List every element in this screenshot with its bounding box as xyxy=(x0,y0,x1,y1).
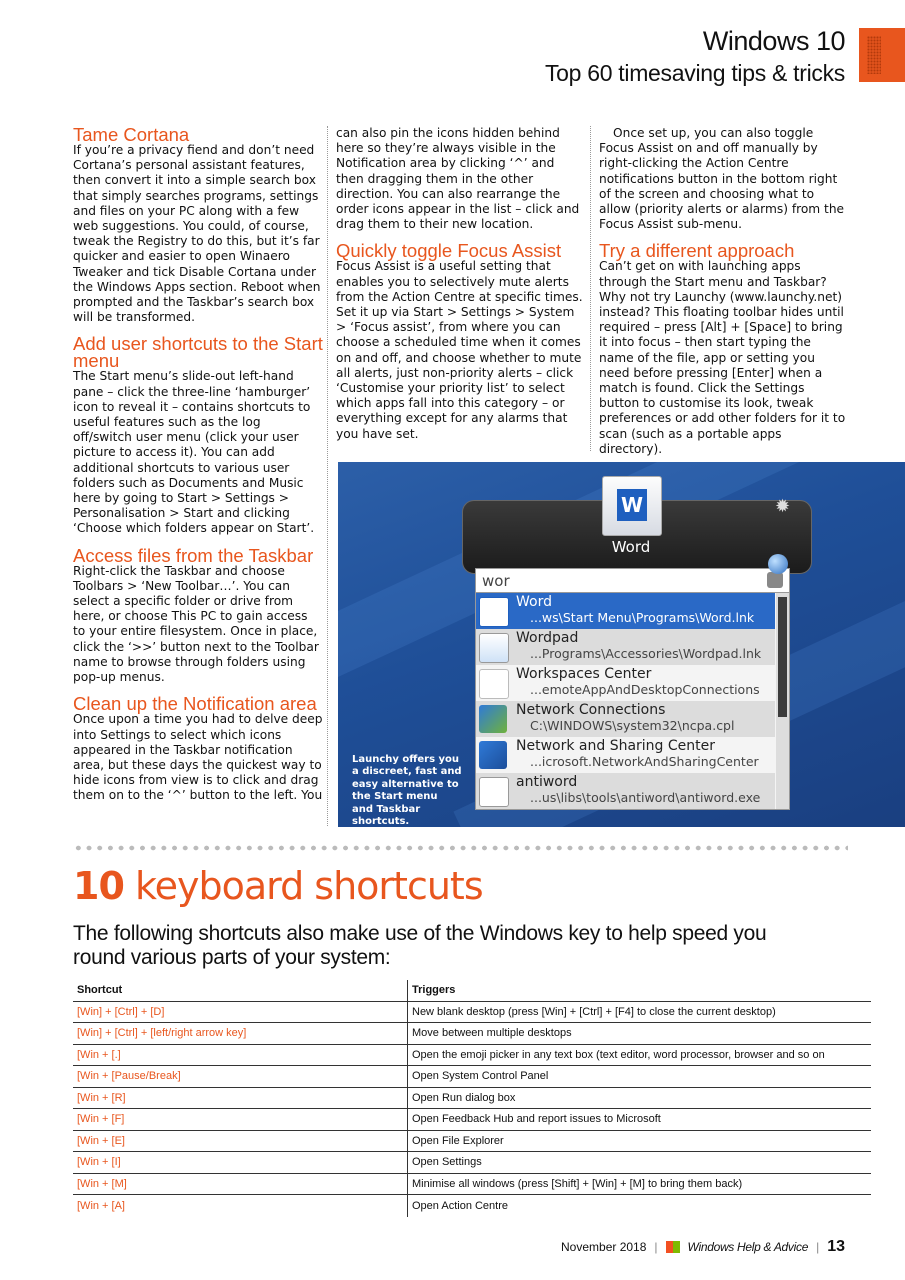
shortcut-key: [Win + [I] xyxy=(73,1152,408,1174)
globe-icon xyxy=(768,554,788,574)
body-text: If you’re a privacy fiend and don’t need Cortana’s personal assistant features, then convert it into a simple search box that simply searches programs, settings and files on your PC along with a few web suggestions. You could, of course, tweak the Registry to do this, but it’s far quicker and easier to open Winaero Tweaker and tick Disable Cortana under the Windows Apps section. Reboot when prompted and the Taskbar’s search box will be transformed. xyxy=(73,143,321,325)
table-row xyxy=(73,1044,871,1066)
table-row xyxy=(73,1066,871,1088)
result-item[interactable]: Workspaces Center ...emoteAppAndDesktopConnections xyxy=(476,665,775,701)
table-row xyxy=(73,1023,871,1045)
dotted-divider xyxy=(73,843,848,853)
shortcut-trigger: Move between multiple desktops xyxy=(408,1023,872,1045)
shortcut-key: [Win + [.] xyxy=(73,1044,408,1066)
shortcut-trigger: Open System Control Panel xyxy=(408,1066,872,1088)
shortcut-trigger: Open Settings xyxy=(408,1152,872,1174)
shortcut-trigger: New blank desktop (press [Win] + [Ctrl] + [F4] to close the current desktop) xyxy=(408,1001,872,1023)
header-shortcut: Shortcut xyxy=(73,980,408,1001)
header-triggers: Triggers xyxy=(408,980,872,1001)
table-row xyxy=(73,1152,871,1174)
shortcut-key: [Win + [F] xyxy=(73,1109,408,1131)
shortcuts-table xyxy=(73,980,871,1217)
shortcut-trigger: Minimise all windows (press [Shift] + [Win] + [M] to bring them back) xyxy=(408,1173,872,1195)
table-row xyxy=(73,1195,871,1218)
shortcut-trigger: Open File Explorer xyxy=(408,1130,872,1152)
body-text: Focus Assist is a useful setting that enables you to selectively mute alerts from the Action Centre at specific times. Set it up via Start > Settings > System > ‘Focus assist’, from where you can choose a scheduled time when it comes on and off, and choose whether to mute all alerts, just non-priority alerts – click ‘Customise your priority list’ to select which apps fall into this category – or everything except for any alarms that you have set. xyxy=(336,259,583,441)
shortcut-trigger: Open Run dialog box xyxy=(408,1087,872,1109)
result-item[interactable]: Word ...ws\Start Menu\Programs\Word.lnk xyxy=(476,593,775,629)
shortcut-key: [Win] + [Ctrl] + [D] xyxy=(73,1001,408,1023)
windows-flag-icon xyxy=(666,1241,680,1253)
launchy-screenshot xyxy=(338,462,905,827)
header-subtitle: Top 60 timesaving tips & tricks xyxy=(544,60,845,86)
screenshot-caption: Launchy offers you a discreet, fast and easy alternative to the Start menu and Taskbar shortcuts. xyxy=(352,754,462,827)
scrollbar[interactable] xyxy=(776,593,789,809)
body-text: Once upon a time you had to delve deep into Settings to select which icons appeared in the Taskbar notification area, but these days the quickest way to hide icons from view is to click and drag them on to the ‘^’ button to the left. You xyxy=(73,712,323,803)
heading-access-files: Access files from the Taskbar xyxy=(73,544,314,566)
page-number: 13 xyxy=(827,1238,845,1255)
footer-date: November 2018 xyxy=(561,1240,647,1254)
body-text: can also pin the icons hidden behind here so they’re always visible in the Notification area by clicking ‘^’ and then dragging them in the other direction. You can also rearrange the order icons appear in the list – click and drag them to their new location. xyxy=(336,126,580,232)
shortcut-key: [Win + [M] xyxy=(73,1173,408,1195)
shortcut-key: [Win + [A] xyxy=(77,1200,125,1212)
tile-label: Word xyxy=(611,538,651,556)
word-tile-icon: W xyxy=(602,476,662,536)
results-list xyxy=(475,592,790,810)
column-divider xyxy=(590,126,591,451)
table-row xyxy=(73,1109,871,1131)
section-title: 10 keyboard shortcuts xyxy=(73,864,483,908)
table-row xyxy=(73,1130,871,1152)
body-text: Right-click the Taskbar and choose Toolbars > ‘New Toolbar…’. You can select a specific folder or drive from here, or choose This PC to gain access to your entire filesystem. Once in place, click the ‘>>’ button next to the Toolbar name to browse through folders using pop-up menus. xyxy=(73,563,319,685)
shortcut-key: [Win + [Pause/Break] xyxy=(73,1066,408,1088)
shortcut-key: [Win + [E] xyxy=(73,1130,408,1152)
page-footer: November 2018 | Windows Help & Advice | 13 xyxy=(561,1238,845,1255)
heading-focus-assist: Quickly toggle Focus Assist xyxy=(336,240,562,262)
shortcut-key: [Win + [R] xyxy=(73,1087,408,1109)
result-item[interactable]: Wordpad ...Programs\Accessories\Wordpad.lnk xyxy=(476,629,775,665)
shortcut-key: [Win] + [Ctrl] + [left/right arrow key] xyxy=(73,1023,408,1045)
shortcut-trigger: Open Feedback Hub and report issues to Microsoft xyxy=(408,1109,872,1131)
column-divider xyxy=(327,126,328,826)
result-item[interactable]: Network and Sharing Center ...icrosoft.NetworkAndSharingCenter xyxy=(476,737,775,773)
heading-add-user-shortcuts: Add user shortcuts to the Start menu xyxy=(73,333,323,372)
section-intro: The following shortcuts also make use of the Windows key to help speed you round various parts of your system: xyxy=(73,922,767,969)
table-row xyxy=(73,1173,871,1195)
gear-icon[interactable]: ✹ xyxy=(775,496,791,516)
table-row xyxy=(73,1001,871,1023)
heading-different-approach: Try a different approach xyxy=(599,240,795,262)
column-2 xyxy=(336,126,584,442)
column-1 xyxy=(73,126,323,804)
body-text: Once set up, you can also toggle Focus Assist on and off manually by right-clicking the Action Centre notifications button in the bottom right of the screen and choosing what to allow (priority alerts or alarms) from the Focus Assist sub-menu. xyxy=(599,126,845,232)
header-title: Windows 10 xyxy=(702,26,845,56)
magazine-name: Windows Help & Advice xyxy=(687,1240,809,1254)
table-row xyxy=(73,1087,871,1109)
body-text: Can’t get on with launching apps through the Start menu and Taskbar? Why not try Launchy (www.launchy.net) instead? This floating toolbar hides until required – press [Alt] + [Space] to bring it into focus – then start typing the name of the file, app or setting you need before pressing [Enter] when a match is found. Click the Settings button to customise its look, tweak preferences or add other folders for it to scan (such as a portable apps directory). xyxy=(599,259,846,456)
bag-icon xyxy=(767,572,783,588)
table-header xyxy=(73,980,871,1001)
body-text: The Start menu’s slide-out left-hand pane – click the three-line ‘hamburger’ icon to reveal it – contains shortcuts to useful features such as the log off/switch user menu (click your user picture to access it). You can add additional shortcuts to various user folders such as Documents and Music here by going to Start > Settings > Personalisation > Start and clicking ‘Choose which folders appear on Start’. xyxy=(73,369,315,536)
shortcut-trigger: Open Action Centre xyxy=(408,1195,872,1218)
search-input[interactable]: wor xyxy=(475,568,790,594)
heading-tame-cortana: Tame Cortana xyxy=(73,124,190,145)
column-3 xyxy=(599,126,847,457)
result-item[interactable]: antiword ...us\libs\tools\antiword\antiword.exe xyxy=(476,773,775,809)
result-item[interactable]: Network Connections C:\WINDOWS\system32\ncpa.cpl xyxy=(476,701,775,737)
shortcut-trigger: Open the emoji picker in any text box (text editor, word processor, browser and so on xyxy=(408,1044,872,1066)
section-tab xyxy=(859,28,905,82)
heading-clean-up: Clean up the Notification area xyxy=(73,693,317,715)
